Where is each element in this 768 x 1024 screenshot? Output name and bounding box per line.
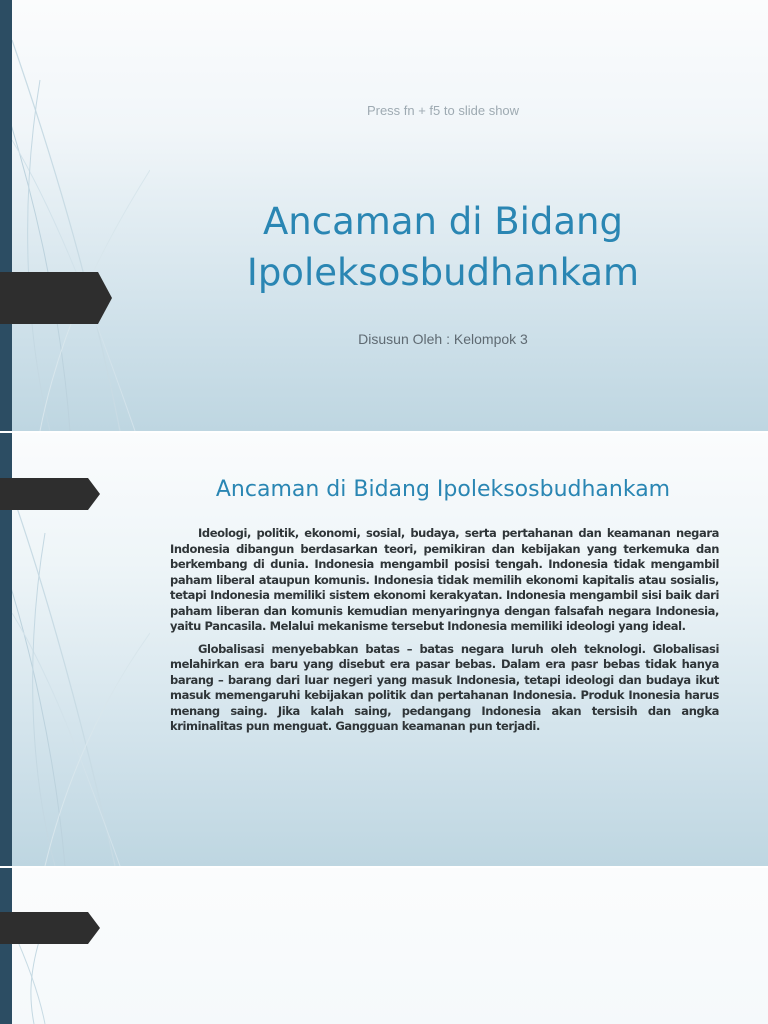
slideshow-hint: Press fn + f5 to slide show (366, 103, 520, 118)
title-slide (0, 0, 768, 431)
arrow-tab-icon (0, 272, 112, 324)
slide-heading: Ancaman di Bidang Ipoleksosbudhankam (215, 477, 671, 502)
slide-title (130, 196, 756, 298)
body-paragraph-2: Globalisasi menyebabkan batas – batas negara luruh oleh teknologi. Globalisasi melahirkan era baru yang disebut era pasar bebas. Dalam era pasr bebas tidak hanya barang – barang dari luar negeri yang masuk Indonesia, tetapi ideologi dan budaya ikut masuk memengaruhi kebijakan politik dan pertahanan Indonesia. Produk Inonesia harus menang saing. Jika kalah saing, pedangang Indonesia akan tersisih dan angka kriminalitas pun menguat. Gangguan keamanan pun terjadi. (170, 641, 719, 733)
sidebar-stripe (0, 868, 12, 1024)
partial-slide (0, 868, 768, 1024)
content-slide (0, 433, 768, 866)
slide-subtitle: Disusun Oleh : Kelompok 3 (358, 331, 528, 347)
swirl-decoration (0, 868, 80, 1024)
body-paragraph-1: Ideologi, politik, ekonomi, sosial, budaya, serta pertahanan dan keamanan negara Indonesia dibangun berdasarkan teori, pemikiran dan kebijakan yang terkemuka dan berkembang di dunia. Indonesia mengambil posisi tengah. Indonesia tidak mengambil paham liberal ataupun komunis. Indonesia tidak memilih ekonomi kapitalis atau sosialis, tetapi Indonesia memiliki sistem ekonomi kerakyatan. Indonesia mengambil sisi baik dari paham liberan dan komunis kemudian menyaringnya dengan falsafah negara Indonesia, yaitu Pancasila. Melalui mekanisme tersebut Indonesia memiliki ideologi yang ideal. (170, 526, 719, 633)
slide-title-line-2: Ipoleksosbudhankam (246, 251, 640, 294)
slide-title-line-1: Ancaman di Bidang (263, 200, 623, 243)
arrow-tab-icon (0, 478, 100, 510)
sidebar-stripe (0, 0, 12, 431)
arrow-tab-icon (0, 912, 100, 944)
slide-body (170, 526, 719, 742)
swirl-decoration (0, 0, 150, 431)
